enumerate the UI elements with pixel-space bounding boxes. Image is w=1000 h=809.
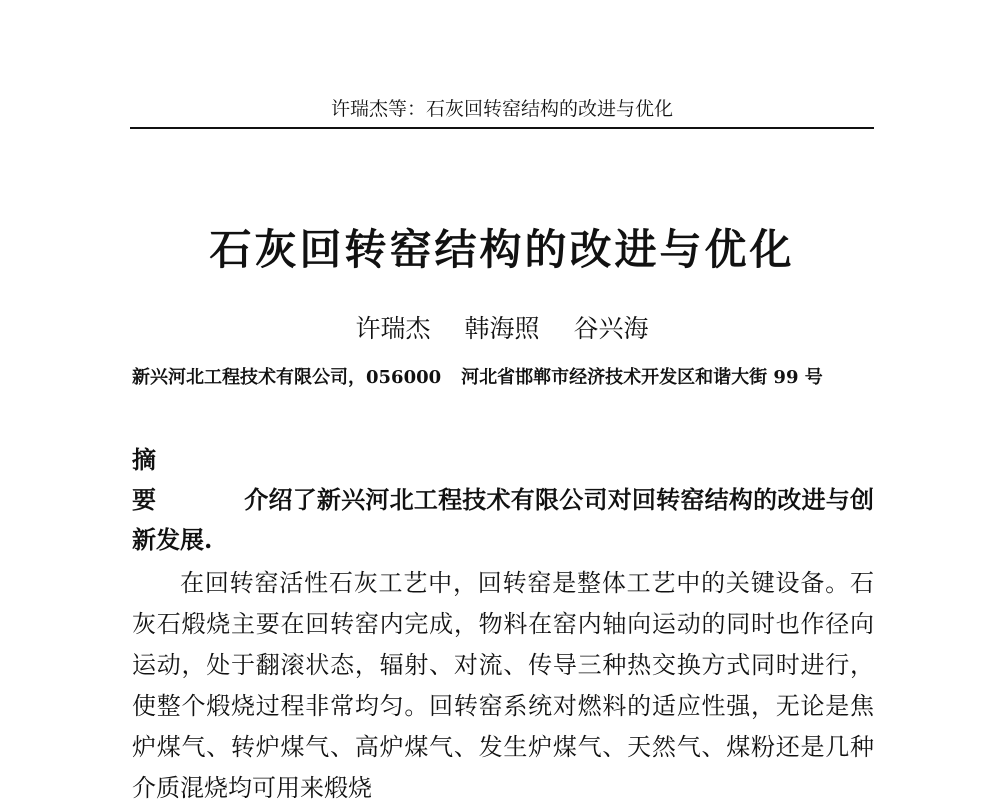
abstract-text: 介绍了新兴河北工程技术有限公司对回转窑结构的改进与创新发展. xyxy=(132,485,874,554)
abstract-label: 摘 要 xyxy=(132,445,178,514)
author-name: 谷兴海 xyxy=(573,314,649,343)
paper-title: 石灰回转窑结构的改进与优化 xyxy=(209,225,795,274)
running-header: 许瑞杰等：石灰回转窑结构的改进与优化 xyxy=(330,98,673,120)
author-list xyxy=(130,312,874,346)
author-name: 许瑞杰 xyxy=(355,314,431,343)
affiliation-address: 河北省邯郸市经济技术开发区和谐大街 99 号 xyxy=(461,367,823,388)
abstract xyxy=(132,440,874,560)
author-name: 韩海照 xyxy=(464,314,540,343)
header-rule xyxy=(130,127,874,129)
affiliation-organization: 新兴河北工程技术有限公司，056000 xyxy=(132,367,442,388)
affiliation xyxy=(132,365,874,391)
body-paragraph: 在回转窑活性石灰工艺中，回转窑是整体工艺中的关键设备。石灰石煅烧主要在回转窑内完成，物料在窑内轴向运动的同时也作径向运动，处于翻滚状态，辐射、对流、传导三种热交换方式同时进行，使整个煅烧过程非常均匀。回转窑系统对燃料的适应性强，无论是焦炉煤气、转炉煤气、高炉煤气、发生炉煤气、天然气、煤粉还是几种介质混烧均可用来煅烧 xyxy=(132,569,874,802)
